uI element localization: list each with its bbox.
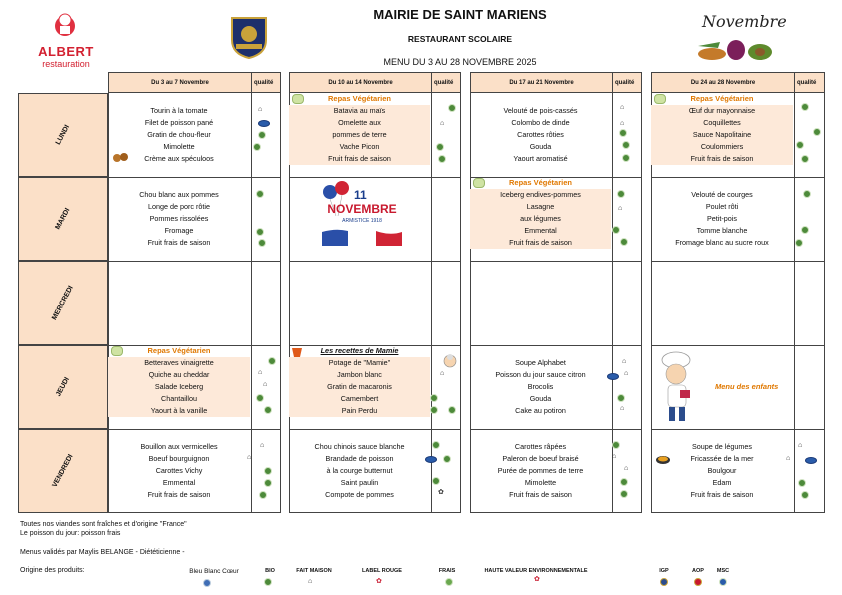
dish: Emmental xyxy=(470,225,611,237)
dish: Batavia au maïs xyxy=(289,105,430,117)
dish: Coquillettes xyxy=(651,117,793,129)
week2-vendredi xyxy=(289,441,430,501)
french-flag-icon xyxy=(322,226,402,246)
dish: Soupe de légumes xyxy=(692,442,752,451)
dish: Petit-pois xyxy=(707,214,737,223)
frais-icon xyxy=(445,578,453,586)
legend-msc-label: MSC xyxy=(716,568,730,574)
dish: Salade Iceberg xyxy=(108,381,250,393)
dish: Lasagne xyxy=(470,201,611,213)
bio-icon xyxy=(798,479,806,487)
day-jeudi: JEUDI xyxy=(18,345,108,429)
week2-lundi xyxy=(289,93,430,165)
bio-icon xyxy=(801,491,809,499)
dish: Fruit frais de saison xyxy=(509,490,572,499)
bio-icon xyxy=(803,190,811,198)
label-rouge-icon: ✿ xyxy=(376,578,382,585)
day-lundi: LUNDI xyxy=(18,93,108,177)
dish: Fruit frais de saison xyxy=(470,237,611,249)
week-2-header: Du 10 au 14 Novembre qualité xyxy=(290,73,460,93)
fait-maison-icon: ⌂ xyxy=(260,442,265,449)
dish: Boulgour xyxy=(707,466,737,475)
dish: Cake au potiron xyxy=(515,406,566,415)
dish: Jambon blanc xyxy=(289,369,430,381)
page-title: MAIRIE DE SAINT MARIENS xyxy=(373,7,547,22)
dish: Iceberg endives-pommes xyxy=(470,189,611,201)
dish: Fricassée de la mer xyxy=(690,454,754,463)
legend-aop-label: AOP xyxy=(692,568,704,574)
dish: Pain Perdu xyxy=(289,405,430,417)
bio-icon xyxy=(448,104,456,112)
dish: Gratin de macaronis xyxy=(289,381,430,393)
dish: Yaourt à la vanille xyxy=(108,405,250,417)
dish: Carottes Vichy xyxy=(155,466,203,475)
bio-icon xyxy=(801,103,809,111)
week4-mardi xyxy=(651,189,793,249)
label-rouge-icon: ✿ xyxy=(438,489,444,496)
speculoos-icon xyxy=(112,152,130,164)
fait-maison-icon: ⌂ xyxy=(786,455,791,462)
dish: Colombo de dinde xyxy=(511,118,570,127)
brand-subtitle: restauration xyxy=(42,59,90,69)
dish: Compote de pommes xyxy=(325,490,394,499)
bio-icon xyxy=(432,441,440,449)
dish: Fruit frais de saison xyxy=(651,153,793,165)
legend-label-rouge-label: LABEL ROUGE xyxy=(362,568,402,574)
bio-icon xyxy=(801,226,809,234)
banner-month: NOVEMBRE xyxy=(327,202,397,216)
kid-chef-illustration xyxy=(656,350,702,428)
bio-icon xyxy=(622,141,630,149)
dish: Camembert xyxy=(289,393,430,405)
day-mardi: MARDI xyxy=(18,177,108,261)
dish: Fromage xyxy=(164,226,194,235)
fait-maison-icon: ⌂ xyxy=(440,120,445,127)
dish: Chantaillou xyxy=(108,393,250,405)
msc-fish-icon xyxy=(805,457,817,464)
dish: Mimolette xyxy=(524,478,557,487)
dish: Chou chinois sauce blanche xyxy=(314,442,405,451)
dish: Paleron de boeuf braisé xyxy=(502,454,579,463)
bio-icon xyxy=(259,491,267,499)
dish: Tourin à la tomate xyxy=(150,106,208,115)
bio-icon xyxy=(796,141,804,149)
dish: Carottes rôties xyxy=(517,130,564,139)
bio-icon xyxy=(264,467,272,475)
week4-lundi xyxy=(651,93,793,165)
dish: Potage de "Mamie" xyxy=(289,357,430,369)
apron-icon xyxy=(290,346,304,358)
bio-icon xyxy=(258,239,266,247)
fait-maison-icon: ⌂ xyxy=(798,442,803,449)
fait-maison-icon: ⌂ xyxy=(440,370,445,377)
dish: Tomme blanche xyxy=(696,226,748,235)
november-logo xyxy=(690,6,787,68)
bio-icon xyxy=(258,131,266,139)
dish: Poisson du jour sauce citron xyxy=(495,370,586,379)
fait-maison-icon: ⌂ xyxy=(618,205,623,212)
chef-hat-icon xyxy=(52,12,78,38)
msc-fish-icon xyxy=(425,456,437,463)
hve-icon: ✿ xyxy=(534,576,540,583)
legend-bbc-label: Bleu Blanc Cœur xyxy=(189,568,239,575)
week1-jeudi xyxy=(108,345,250,417)
bio-icon xyxy=(617,190,625,198)
legend-hve-label: HAUTE VALEUR ENVIRONNEMENTALE xyxy=(484,568,588,574)
bio-icon xyxy=(436,143,444,151)
dish: Gratin de chou-fleur xyxy=(147,130,211,139)
week3-mardi xyxy=(470,177,611,249)
bio-icon xyxy=(264,479,272,487)
label-rouge-icon: ⌂ xyxy=(612,453,617,460)
bio-icon xyxy=(268,357,276,365)
bio-icon xyxy=(256,228,264,236)
legend-igp-label: IGP xyxy=(659,568,669,574)
vegetarian-title: Repas Végétarien xyxy=(147,346,211,355)
bio-icon xyxy=(622,154,630,162)
dish: Fruit frais de saison xyxy=(147,490,211,499)
legend-frais-label: FRAIS xyxy=(438,568,456,574)
msc-fish-icon xyxy=(258,120,270,127)
town-crest xyxy=(228,12,270,60)
dish: Chou blanc aux pommes xyxy=(139,190,219,199)
legend-bio-label: BIO xyxy=(265,568,275,574)
dish: Quiche au cheddar xyxy=(108,369,250,381)
albert-logo xyxy=(30,10,102,72)
brand-name: ALBERT xyxy=(38,44,94,59)
aop-icon xyxy=(694,578,702,586)
vegetarian-title: Repas Végétarien xyxy=(328,94,391,103)
msc-fish-icon xyxy=(607,373,619,380)
vegetable-icon xyxy=(654,94,666,104)
bio-icon xyxy=(430,394,438,402)
dish: Gouda xyxy=(529,142,552,151)
banner-day: 11 xyxy=(354,188,367,202)
bio-icon xyxy=(617,394,625,402)
bio-icon xyxy=(813,128,821,136)
dish: Œuf dur mayonnaise xyxy=(651,105,793,117)
month-logo-text: Novembre xyxy=(702,12,787,31)
legend-fait-maison-label: FAIT MAISON xyxy=(296,568,332,574)
bio-icon xyxy=(795,239,803,247)
dish: Fruit frais de saison xyxy=(289,153,430,165)
bio-icon xyxy=(801,155,809,163)
week3-lundi xyxy=(470,105,611,165)
dish: Betteraves vinaigrette xyxy=(108,357,250,369)
dish: à la courge butternut xyxy=(326,466,393,475)
vegetable-icon xyxy=(111,346,123,356)
bio-icon xyxy=(438,155,446,163)
bio-icon xyxy=(256,190,264,198)
bio-icon xyxy=(256,394,264,402)
dish: Bouillon aux vermicelles xyxy=(140,442,218,451)
page-subtitle: RESTAURANT SCOLAIRE xyxy=(407,34,513,44)
dish: Longe de porc rôtie xyxy=(148,202,210,211)
dish: Pommes rissolées xyxy=(149,214,209,223)
dish: Filet de poisson pané xyxy=(144,118,214,127)
fait-maison-icon: ⌂ xyxy=(620,104,625,111)
footer-fish-note: Le poisson du jour: poisson frais xyxy=(20,530,121,537)
fait-maison-icon: ⌂ xyxy=(308,578,313,585)
dish: Crème aux spéculoos xyxy=(144,154,214,163)
dish: Coulommiers xyxy=(651,141,793,153)
dish: Fromage blanc au sucre roux xyxy=(675,238,769,247)
dish: Fruit frais de saison xyxy=(147,238,211,247)
dish: Mimolette xyxy=(163,142,195,151)
dish: Edam xyxy=(712,478,732,487)
week1-mardi xyxy=(108,189,250,249)
day-vendredi: VENDREDI xyxy=(18,429,108,513)
dish: Velouté de courges xyxy=(691,190,753,199)
dish: Brandade de poisson xyxy=(325,454,394,463)
kids-menu-label: Menu des enfants xyxy=(715,382,779,391)
dish: Purée de pommes de terre xyxy=(497,466,584,475)
msc-icon xyxy=(719,578,727,586)
week1-vendredi xyxy=(108,441,250,501)
igp-icon xyxy=(660,578,668,586)
bio-icon xyxy=(612,441,620,449)
bio-icon xyxy=(620,490,628,498)
vegetarian-title: Repas Végétarien xyxy=(690,94,754,103)
day-mercredi: MERCREDI xyxy=(18,261,108,345)
dish: Velouté de pois-cassés xyxy=(503,106,578,115)
bio-icon xyxy=(264,406,272,414)
grandma-icon xyxy=(442,353,458,369)
week4-vendredi xyxy=(651,441,793,501)
footer-meat-origin: Toutes nos viandes sont fraîches et d'origine "France" xyxy=(20,521,187,528)
vegetable-icon xyxy=(292,94,304,104)
bio-icon xyxy=(619,129,627,137)
vegetarian-title: Repas Végétarien xyxy=(509,178,572,187)
bio-icon xyxy=(448,406,456,414)
bio-icon xyxy=(264,578,272,586)
week-1-header: Du 3 au 7 Novembre qualité xyxy=(109,73,280,93)
bio-icon xyxy=(620,238,628,246)
footer-validated: Menus validés par Maylis BELANGE - Diététicienne - xyxy=(20,549,185,556)
banner-caption: ARMISTICE 1918 xyxy=(342,218,382,224)
bio-icon xyxy=(443,455,451,463)
dish: Emmental xyxy=(162,478,196,487)
week2-jeudi xyxy=(289,345,430,417)
week3-jeudi xyxy=(470,357,611,417)
dish: Brocolis xyxy=(527,382,554,391)
dish: pommes de terre xyxy=(289,129,430,141)
dish: Soupe Alphabet xyxy=(515,358,566,367)
bio-icon xyxy=(612,226,620,234)
footer-origin-label: Origine des produits: xyxy=(20,567,85,574)
fait-maison-icon: ⌂ xyxy=(624,465,629,472)
fait-maison-icon: ⌂ xyxy=(620,120,625,127)
recettes-title: Les recettes de Mamie xyxy=(320,346,399,355)
bleu-blanc-coeur-icon xyxy=(203,579,211,587)
bio-icon xyxy=(432,477,440,485)
dish: Poulet rôti xyxy=(705,202,739,211)
dish: Vache Picon xyxy=(289,141,430,153)
dish: Saint paulin xyxy=(340,478,379,487)
dish: Boeuf bourguignon xyxy=(148,454,210,463)
week3-vendredi xyxy=(470,441,611,501)
label-rouge-icon: ⌂ xyxy=(247,454,252,461)
week-3-header: Du 17 au 21 Novembre qualité xyxy=(471,73,641,93)
bio-icon xyxy=(430,406,438,414)
fait-maison-icon: ⌂ xyxy=(258,369,263,376)
dish: Fruit frais de saison xyxy=(690,490,754,499)
dish: aux légumes xyxy=(470,213,611,225)
dish: Gouda xyxy=(529,394,552,403)
fait-maison-icon: ⌂ xyxy=(624,370,629,377)
fait-maison-icon: ⌂ xyxy=(263,381,268,388)
dish: Omelette aux xyxy=(289,117,430,129)
fait-maison-icon: ⌂ xyxy=(622,358,627,365)
bio-icon xyxy=(253,143,261,151)
fait-maison-icon: ⌂ xyxy=(620,405,625,412)
menu-period: MENU DU 3 AU 28 NOVEMBRE 2025 xyxy=(383,57,537,67)
fait-maison-icon: ⌂ xyxy=(258,106,263,113)
bio-icon xyxy=(620,478,628,486)
week-4-header: Du 24 au 28 Novembre qualité xyxy=(652,73,824,93)
vegetable-icon xyxy=(473,178,485,188)
dish: Carottes râpées xyxy=(514,442,567,451)
armistice-banner xyxy=(318,180,404,252)
dish: Sauce Napolitaine xyxy=(651,129,793,141)
dish: Yaourt aromatisé xyxy=(513,154,568,163)
seafood-pan-icon xyxy=(655,455,671,465)
